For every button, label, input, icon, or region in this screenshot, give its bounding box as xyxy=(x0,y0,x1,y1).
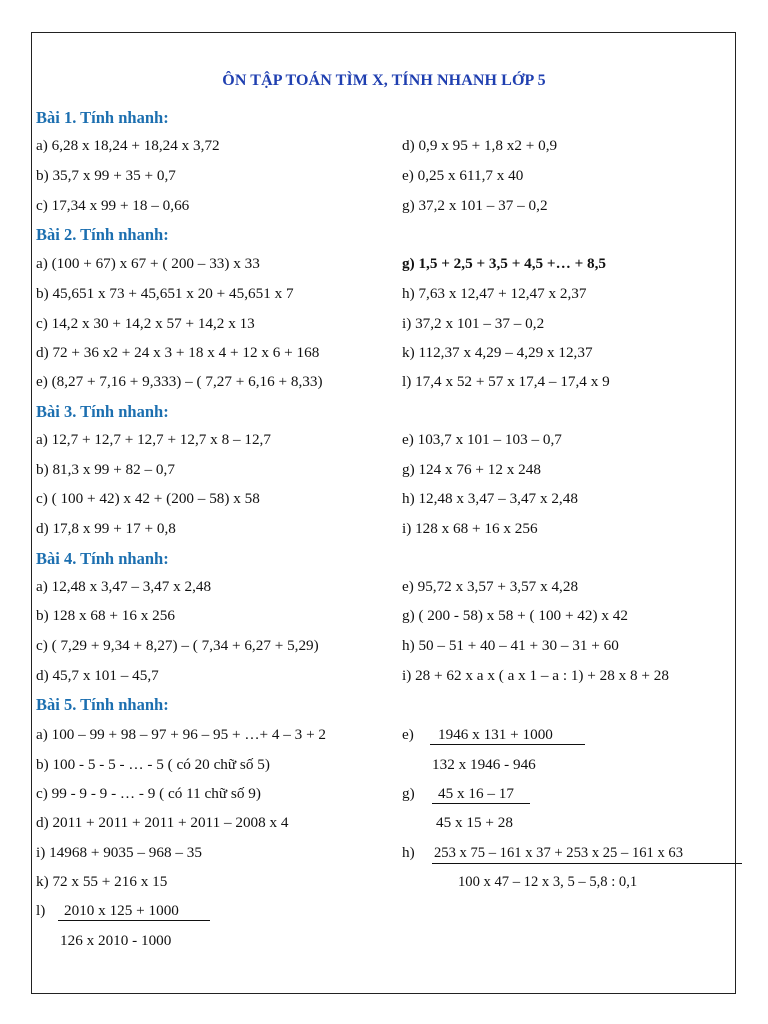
bai5-l-denominator: 126 x 2010 - 1000 xyxy=(60,932,172,949)
bai4-h: h) 50 – 51 + 40 – 41 + 30 – 31 + 60 xyxy=(402,637,619,654)
bai1-e: e) 0,25 x 611,7 x 40 xyxy=(402,167,524,184)
bai2-g: g) 1,5 + 2,5 + 3,5 + 4,5 +… + 8,5 xyxy=(402,255,607,272)
bai3-heading: Bài 3. Tính nhanh: xyxy=(36,402,169,421)
bai4-b: b) 128 x 68 + 16 x 256 xyxy=(36,607,175,624)
bai4-a: a) 12,48 x 3,47 – 3,47 x 2,48 xyxy=(36,578,212,595)
bai5-g-fraction-bar xyxy=(432,803,530,804)
bai2-i: i) 37,2 x 101 – 37 – 0,2 xyxy=(402,315,545,332)
bai5-g-numerator: 45 x 16 – 17 xyxy=(438,785,514,802)
bai5-g-label: g) xyxy=(402,785,415,802)
bai4-i: i) 28 + 62 x a x ( a x 1 – a : 1) + 28 x 8 + 28 xyxy=(402,667,669,684)
bai3-b: b) 81,3 x 99 + 82 – 0,7 xyxy=(36,461,175,478)
bai5-e-fraction-bar xyxy=(430,744,585,745)
bai2-c: c) 14,2 x 30 + 14,2 x 57 + 14,2 x 13 xyxy=(36,315,255,332)
bai5-a: a) 100 – 99 + 98 – 97 + 96 – 95 + …+ 4 – 3 + 2 xyxy=(36,726,327,743)
bai1-heading: Bài 1. Tính nhanh: xyxy=(36,108,169,127)
bai5-h-fraction-bar xyxy=(432,863,742,864)
bai3-d: d) 17,8 x 99 + 17 + 0,8 xyxy=(36,520,176,537)
bai5-h-numerator: 253 x 75 – 161 x 37 + 253 x 25 – 161 x 63 xyxy=(434,845,684,861)
bai5-i: i) 14968 + 9035 – 968 – 35 xyxy=(36,844,202,861)
bai3-e: e) 103,7 x 101 – 103 – 0,7 xyxy=(402,431,562,448)
page-title: ÔN TẬP TOÁN TÌM X, TÍNH NHANH LỚP 5 xyxy=(222,72,546,89)
bai5-g-denominator: 45 x 15 + 28 xyxy=(436,814,513,831)
bai5-l-numerator: 2010 x 125 + 1000 xyxy=(64,902,179,919)
bai5-l-label: l) xyxy=(36,902,46,919)
bai1-d: d) 0,9 x 95 + 1,8 x2 + 0,9 xyxy=(402,137,558,154)
bai1-c: c) 17,34 x 99 + 18 – 0,66 xyxy=(36,197,190,214)
bai4-g: g) ( 200 - 58) x 58 + ( 100 + 42) x 42 xyxy=(402,607,628,624)
bai5-h-denominator: 100 x 47 – 12 x 3, 5 – 5,8 : 0,1 xyxy=(458,874,638,890)
bai1-g: g) 37,2 x 101 – 37 – 0,2 xyxy=(402,197,548,214)
bai5-d: d) 2011 + 2011 + 2011 + 2011 – 2008 x 4 xyxy=(36,814,289,831)
bai5-l-fraction-bar xyxy=(58,920,210,921)
bai3-i: i) 128 x 68 + 16 x 256 xyxy=(402,520,538,537)
bai5-k: k) 72 x 55 + 216 x 15 xyxy=(36,873,168,890)
bai4-heading: Bài 4. Tính nhanh: xyxy=(36,549,169,568)
bai3-a: a) 12,7 + 12,7 + 12,7 + 12,7 x 8 – 12,7 xyxy=(36,431,271,448)
bai3-h: h) 12,48 x 3,47 – 3,47 x 2,48 xyxy=(402,490,578,507)
bai3-g: g) 124 x 76 + 12 x 248 xyxy=(402,461,541,478)
bai4-d: d) 45,7 x 101 – 45,7 xyxy=(36,667,159,684)
bai2-l: l) 17,4 x 52 + 57 x 17,4 – 17,4 x 9 xyxy=(402,373,610,390)
bai2-e: e) (8,27 + 7,16 + 9,333) – ( 7,27 + 6,16 + 8,33) xyxy=(36,373,323,390)
bai2-a: a) (100 + 67) x 67 + ( 200 – 33) x 33 xyxy=(36,255,260,272)
bai2-b: b) 45,651 x 73 + 45,651 x 20 + 45,651 x 7 xyxy=(36,285,294,302)
bai5-b: b) 100 - 5 - 5 - … - 5 ( có 20 chữ số 5) xyxy=(36,756,270,773)
bai5-e-label: e) xyxy=(402,726,414,743)
bai3-c: c) ( 100 + 42) x 42 + (200 – 58) x 58 xyxy=(36,490,260,507)
bai2-d: d) 72 + 36 x2 + 24 x 3 + 18 x 4 + 12 x 6 + 168 xyxy=(36,344,320,361)
bai5-e-numerator: 1946 x 131 + 1000 xyxy=(438,726,553,743)
bai1-a: a) 6,28 x 18,24 + 18,24 x 3,72 xyxy=(36,137,220,154)
bai1-b: b) 35,7 x 99 + 35 + 0,7 xyxy=(36,167,176,184)
bai2-h: h) 7,63 x 12,47 + 12,47 x 2,37 xyxy=(402,285,587,302)
bai5-e-denominator: 132 x 1946 - 946 xyxy=(432,756,536,773)
bai2-heading: Bài 2. Tính nhanh: xyxy=(36,225,169,244)
bai4-c: c) ( 7,29 + 9,34 + 8,27) – ( 7,34 + 6,27 + 5,29) xyxy=(36,637,319,654)
bai2-k: k) 112,37 x 4,29 – 4,29 x 12,37 xyxy=(402,344,593,361)
bai5-heading: Bài 5. Tính nhanh: xyxy=(36,695,169,714)
bai4-e: e) 95,72 x 3,57 + 3,57 x 4,28 xyxy=(402,578,579,595)
bai5-h-label: h) xyxy=(402,844,415,861)
bai5-c: c) 99 - 9 - 9 - … - 9 ( có 11 chữ số 9) xyxy=(36,785,261,802)
